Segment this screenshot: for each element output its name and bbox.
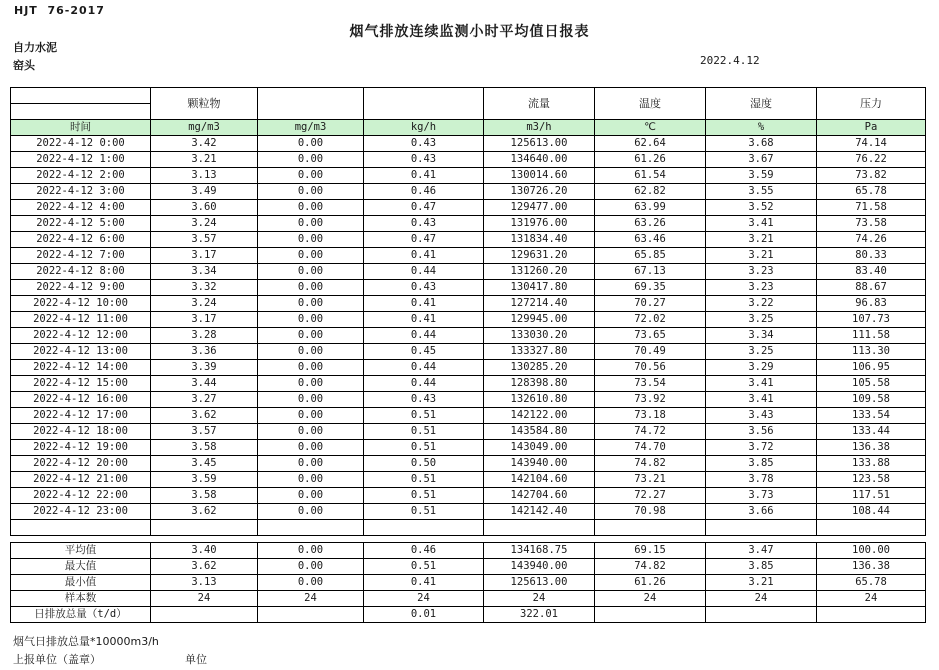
value-cell: 131260.20 — [484, 264, 595, 280]
header-corner-cell-top — [11, 88, 151, 104]
value-cell: 96.83 — [817, 296, 926, 312]
summary-value-cell — [151, 607, 258, 623]
value-cell: 0.00 — [258, 472, 364, 488]
value-cell: 0.51 — [364, 504, 484, 520]
value-cell: 3.67 — [706, 152, 817, 168]
empty-cell — [817, 520, 926, 536]
value-cell: 0.00 — [258, 200, 364, 216]
value-cell: 74.26 — [817, 232, 926, 248]
company-name: 自力水泥 — [13, 41, 57, 54]
summary-value-cell: 24 — [817, 591, 926, 607]
value-cell: 133.54 — [817, 408, 926, 424]
value-cell: 0.00 — [258, 360, 364, 376]
summary-value-cell — [258, 607, 364, 623]
value-cell: 129631.20 — [484, 248, 595, 264]
value-cell: 0.00 — [258, 440, 364, 456]
value-cell: 3.34 — [151, 264, 258, 280]
value-cell: 3.62 — [151, 408, 258, 424]
value-cell: 0.00 — [258, 424, 364, 440]
value-cell: 0.51 — [364, 424, 484, 440]
table-row — [11, 232, 926, 248]
value-cell: 0.41 — [364, 312, 484, 328]
table-row — [11, 136, 926, 152]
table-row — [11, 344, 926, 360]
summary-value-cell: 143940.00 — [484, 559, 595, 575]
table-row — [11, 264, 926, 280]
unit-header-cell: m3/h — [484, 120, 595, 136]
doc-code: HJT 76-2017 — [14, 4, 105, 17]
value-cell: 3.57 — [151, 232, 258, 248]
value-cell: 133327.80 — [484, 344, 595, 360]
column-group-header: 颗粒物 — [151, 88, 258, 120]
table-row — [11, 456, 926, 472]
column-group-header: 温度 — [595, 88, 706, 120]
summary-value-cell: 136.38 — [817, 559, 926, 575]
value-cell: 73.65 — [595, 328, 706, 344]
summary-row — [11, 575, 926, 591]
table-row — [11, 472, 926, 488]
table-row — [11, 504, 926, 520]
value-cell: 0.51 — [364, 488, 484, 504]
table-row — [11, 168, 926, 184]
summary-value-cell: 3.85 — [706, 559, 817, 575]
table-row — [11, 280, 926, 296]
value-cell: 3.43 — [706, 408, 817, 424]
time-column-header: 时间 — [11, 120, 151, 136]
time-cell: 2022-4-12 4:00 — [11, 200, 151, 216]
value-cell: 3.41 — [706, 376, 817, 392]
value-cell: 105.58 — [817, 376, 926, 392]
time-cell: 2022-4-12 1:00 — [11, 152, 151, 168]
value-cell: 129477.00 — [484, 200, 595, 216]
time-cell: 2022-4-12 8:00 — [11, 264, 151, 280]
table-row — [11, 440, 926, 456]
value-cell: 3.85 — [706, 456, 817, 472]
value-cell: 65.78 — [817, 184, 926, 200]
value-cell: 70.27 — [595, 296, 706, 312]
summary-value-cell: 322.01 — [484, 607, 595, 623]
report-date: 2022.4.12 — [700, 54, 760, 67]
time-cell: 2022-4-12 18:00 — [11, 424, 151, 440]
summary-value-cell: 134168.75 — [484, 543, 595, 559]
value-cell: 3.13 — [151, 168, 258, 184]
value-cell: 0.00 — [258, 312, 364, 328]
summary-value-cell: 3.21 — [706, 575, 817, 591]
table-row — [11, 152, 926, 168]
value-cell: 73.18 — [595, 408, 706, 424]
value-cell: 3.60 — [151, 200, 258, 216]
unit-header-cell: Pa — [817, 120, 926, 136]
time-cell: 2022-4-12 5:00 — [11, 216, 151, 232]
value-cell: 0.00 — [258, 408, 364, 424]
value-cell: 3.23 — [706, 280, 817, 296]
time-cell: 2022-4-12 23:00 — [11, 504, 151, 520]
value-cell: 113.30 — [817, 344, 926, 360]
summary-value-cell: 24 — [706, 591, 817, 607]
value-cell: 3.57 — [151, 424, 258, 440]
value-cell: 0.00 — [258, 488, 364, 504]
value-cell: 63.26 — [595, 216, 706, 232]
value-cell: 142104.60 — [484, 472, 595, 488]
value-cell: 108.44 — [817, 504, 926, 520]
value-cell: 132610.80 — [484, 392, 595, 408]
value-cell: 3.36 — [151, 344, 258, 360]
summary-value-cell — [817, 607, 926, 623]
value-cell: 3.24 — [151, 296, 258, 312]
time-cell: 2022-4-12 10:00 — [11, 296, 151, 312]
value-cell: 3.45 — [151, 456, 258, 472]
value-cell: 73.82 — [817, 168, 926, 184]
value-cell: 70.56 — [595, 360, 706, 376]
value-cell: 0.43 — [364, 392, 484, 408]
value-cell: 3.23 — [706, 264, 817, 280]
time-cell: 2022-4-12 2:00 — [11, 168, 151, 184]
value-cell: 0.51 — [364, 472, 484, 488]
value-cell: 130014.60 — [484, 168, 595, 184]
value-cell: 63.46 — [595, 232, 706, 248]
summary-value-cell: 100.00 — [817, 543, 926, 559]
value-cell: 0.44 — [364, 376, 484, 392]
value-cell: 0.00 — [258, 504, 364, 520]
time-cell: 2022-4-12 11:00 — [11, 312, 151, 328]
value-cell: 133.44 — [817, 424, 926, 440]
value-cell: 0.00 — [258, 376, 364, 392]
footer-report-unit-label: 上报单位（盖章） — [13, 653, 101, 666]
value-cell: 133030.20 — [484, 328, 595, 344]
value-cell: 67.13 — [595, 264, 706, 280]
value-cell: 0.00 — [258, 248, 364, 264]
summary-value-cell: 24 — [484, 591, 595, 607]
column-group-header: 流量 — [484, 88, 595, 120]
value-cell: 88.67 — [817, 280, 926, 296]
summary-value-cell: 24 — [364, 591, 484, 607]
summary-value-cell: 0.46 — [364, 543, 484, 559]
value-cell: 0.43 — [364, 216, 484, 232]
value-cell: 142704.60 — [484, 488, 595, 504]
value-cell: 3.44 — [151, 376, 258, 392]
summary-value-cell: 3.62 — [151, 559, 258, 575]
value-cell: 0.44 — [364, 360, 484, 376]
summary-value-cell: 0.51 — [364, 559, 484, 575]
summary-value-cell: 0.01 — [364, 607, 484, 623]
summary-value-cell: 69.15 — [595, 543, 706, 559]
footer-note: 烟气日排放总量*10000m3/h — [13, 635, 159, 648]
value-cell: 70.98 — [595, 504, 706, 520]
table-row — [11, 184, 926, 200]
summary-value-cell: 0.00 — [258, 543, 364, 559]
value-cell: 0.00 — [258, 152, 364, 168]
value-cell: 134640.00 — [484, 152, 595, 168]
value-cell: 0.00 — [258, 136, 364, 152]
value-cell: 3.59 — [706, 168, 817, 184]
unit-header-cell: mg/m3 — [258, 120, 364, 136]
empty-cell — [595, 520, 706, 536]
summary-row — [11, 559, 926, 575]
value-cell: 0.00 — [258, 296, 364, 312]
value-cell: 3.56 — [706, 424, 817, 440]
value-cell: 130285.20 — [484, 360, 595, 376]
time-cell: 2022-4-12 21:00 — [11, 472, 151, 488]
value-cell: 74.72 — [595, 424, 706, 440]
value-cell: 3.21 — [706, 232, 817, 248]
unit-header-cell: % — [706, 120, 817, 136]
value-cell: 130417.80 — [484, 280, 595, 296]
value-cell: 0.00 — [258, 456, 364, 472]
value-cell: 3.78 — [706, 472, 817, 488]
value-cell: 0.43 — [364, 280, 484, 296]
summary-value-cell: 0.41 — [364, 575, 484, 591]
value-cell: 0.00 — [258, 216, 364, 232]
value-cell: 61.54 — [595, 168, 706, 184]
value-cell: 62.64 — [595, 136, 706, 152]
summary-value-cell: 65.78 — [817, 575, 926, 591]
value-cell: 3.24 — [151, 216, 258, 232]
value-cell: 142142.40 — [484, 504, 595, 520]
value-cell: 143584.80 — [484, 424, 595, 440]
value-cell: 0.43 — [364, 152, 484, 168]
time-cell: 2022-4-12 16:00 — [11, 392, 151, 408]
empty-cell — [364, 520, 484, 536]
table-row — [11, 312, 926, 328]
value-cell: 3.58 — [151, 440, 258, 456]
value-cell: 131834.40 — [484, 232, 595, 248]
value-cell: 62.82 — [595, 184, 706, 200]
value-cell: 109.58 — [817, 392, 926, 408]
summary-value-cell: 3.13 — [151, 575, 258, 591]
summary-row — [11, 543, 926, 559]
value-cell: 3.68 — [706, 136, 817, 152]
value-cell: 3.66 — [706, 504, 817, 520]
value-cell: 129945.00 — [484, 312, 595, 328]
value-cell: 0.44 — [364, 264, 484, 280]
value-cell: 127214.40 — [484, 296, 595, 312]
time-cell: 2022-4-12 3:00 — [11, 184, 151, 200]
value-cell: 3.39 — [151, 360, 258, 376]
value-cell: 0.51 — [364, 440, 484, 456]
value-cell: 131976.00 — [484, 216, 595, 232]
value-cell: 74.82 — [595, 456, 706, 472]
empty-cell — [258, 520, 364, 536]
report-table-body — [11, 88, 926, 536]
table-row — [11, 360, 926, 376]
time-cell: 2022-4-12 20:00 — [11, 456, 151, 472]
time-cell: 2022-4-12 19:00 — [11, 440, 151, 456]
value-cell: 72.02 — [595, 312, 706, 328]
summary-value-cell: 61.26 — [595, 575, 706, 591]
value-cell: 123.58 — [817, 472, 926, 488]
summary-value-cell: 125613.00 — [484, 575, 595, 591]
summary-value-cell: 0.00 — [258, 559, 364, 575]
value-cell: 3.41 — [706, 392, 817, 408]
column-group-header: 压力 — [817, 88, 926, 120]
value-cell: 3.59 — [151, 472, 258, 488]
summary-label-cell: 样本数 — [11, 591, 151, 607]
value-cell: 3.22 — [706, 296, 817, 312]
table-row — [11, 488, 926, 504]
value-cell: 0.41 — [364, 248, 484, 264]
value-cell: 71.58 — [817, 200, 926, 216]
value-cell: 106.95 — [817, 360, 926, 376]
value-cell: 0.00 — [258, 168, 364, 184]
value-cell: 3.27 — [151, 392, 258, 408]
value-cell: 0.47 — [364, 200, 484, 216]
value-cell: 0.43 — [364, 136, 484, 152]
summary-value-cell — [706, 607, 817, 623]
empty-cell — [11, 520, 151, 536]
time-cell: 2022-4-12 15:00 — [11, 376, 151, 392]
empty-row — [11, 520, 926, 536]
value-cell: 3.73 — [706, 488, 817, 504]
page-title: 烟气排放连续监测小时平均值日报表 — [349, 24, 590, 40]
value-cell: 0.00 — [258, 264, 364, 280]
value-cell: 3.62 — [151, 504, 258, 520]
summary-table-body — [11, 543, 926, 623]
summary-label-cell: 日排放总量（t/d） — [11, 607, 151, 623]
value-cell: 0.50 — [364, 456, 484, 472]
value-cell: 73.21 — [595, 472, 706, 488]
summary-value-cell: 24 — [595, 591, 706, 607]
value-cell: 3.58 — [151, 488, 258, 504]
table-row — [11, 376, 926, 392]
time-cell: 2022-4-12 13:00 — [11, 344, 151, 360]
summary-value-cell: 0.00 — [258, 575, 364, 591]
footer-unit-label: 单位 — [185, 653, 207, 666]
value-cell: 73.92 — [595, 392, 706, 408]
value-cell: 3.41 — [706, 216, 817, 232]
empty-cell — [706, 520, 817, 536]
value-cell: 117.51 — [817, 488, 926, 504]
summary-value-cell: 3.40 — [151, 543, 258, 559]
report-table — [10, 87, 926, 536]
value-cell: 0.41 — [364, 296, 484, 312]
summary-table — [10, 542, 926, 623]
empty-cell — [484, 520, 595, 536]
value-cell: 63.99 — [595, 200, 706, 216]
table-row — [11, 248, 926, 264]
value-cell: 3.29 — [706, 360, 817, 376]
value-cell: 74.70 — [595, 440, 706, 456]
value-cell: 133.88 — [817, 456, 926, 472]
value-cell: 73.58 — [817, 216, 926, 232]
time-cell: 2022-4-12 6:00 — [11, 232, 151, 248]
value-cell: 0.00 — [258, 392, 364, 408]
value-cell: 69.35 — [595, 280, 706, 296]
summary-row — [11, 591, 926, 607]
value-cell: 80.33 — [817, 248, 926, 264]
summary-row — [11, 607, 926, 623]
value-cell: 72.27 — [595, 488, 706, 504]
value-cell: 111.58 — [817, 328, 926, 344]
summary-value-cell: 24 — [151, 591, 258, 607]
value-cell: 0.45 — [364, 344, 484, 360]
value-cell: 0.00 — [258, 184, 364, 200]
value-cell: 3.52 — [706, 200, 817, 216]
empty-cell — [151, 520, 258, 536]
value-cell: 0.00 — [258, 280, 364, 296]
value-cell: 76.22 — [817, 152, 926, 168]
value-cell: 3.32 — [151, 280, 258, 296]
table-row — [11, 408, 926, 424]
column-group-header: 湿度 — [706, 88, 817, 120]
value-cell: 3.55 — [706, 184, 817, 200]
value-cell: 3.28 — [151, 328, 258, 344]
value-cell: 3.21 — [706, 248, 817, 264]
value-cell: 130726.20 — [484, 184, 595, 200]
value-cell: 3.49 — [151, 184, 258, 200]
value-cell: 143049.00 — [484, 440, 595, 456]
time-cell: 2022-4-12 14:00 — [11, 360, 151, 376]
summary-value-cell — [595, 607, 706, 623]
time-cell: 2022-4-12 12:00 — [11, 328, 151, 344]
value-cell: 3.17 — [151, 248, 258, 264]
monitor-location: 窑头 — [13, 59, 35, 72]
value-cell: 128398.80 — [484, 376, 595, 392]
value-cell: 0.00 — [258, 328, 364, 344]
value-cell: 0.00 — [258, 344, 364, 360]
summary-value-cell: 74.82 — [595, 559, 706, 575]
value-cell: 0.51 — [364, 408, 484, 424]
time-cell: 2022-4-12 9:00 — [11, 280, 151, 296]
value-cell: 65.85 — [595, 248, 706, 264]
value-cell: 3.21 — [151, 152, 258, 168]
unit-header-cell: kg/h — [364, 120, 484, 136]
time-cell: 2022-4-12 0:00 — [11, 136, 151, 152]
value-cell: 3.25 — [706, 312, 817, 328]
value-cell: 0.46 — [364, 184, 484, 200]
value-cell: 142122.00 — [484, 408, 595, 424]
time-cell: 2022-4-12 17:00 — [11, 408, 151, 424]
table-row — [11, 200, 926, 216]
time-cell: 2022-4-12 7:00 — [11, 248, 151, 264]
table-row — [11, 328, 926, 344]
value-cell: 136.38 — [817, 440, 926, 456]
value-cell: 70.49 — [595, 344, 706, 360]
header-corner-cell-bottom — [11, 104, 151, 120]
value-cell: 83.40 — [817, 264, 926, 280]
summary-label-cell: 平均值 — [11, 543, 151, 559]
column-group-header — [364, 88, 484, 120]
summary-value-cell: 24 — [258, 591, 364, 607]
value-cell: 3.42 — [151, 136, 258, 152]
value-cell: 0.44 — [364, 328, 484, 344]
summary-label-cell: 最小值 — [11, 575, 151, 591]
value-cell: 0.47 — [364, 232, 484, 248]
value-cell: 61.26 — [595, 152, 706, 168]
value-cell: 73.54 — [595, 376, 706, 392]
value-cell: 3.25 — [706, 344, 817, 360]
value-cell: 3.34 — [706, 328, 817, 344]
column-group-header — [258, 88, 364, 120]
unit-header-cell: mg/m3 — [151, 120, 258, 136]
value-cell: 125613.00 — [484, 136, 595, 152]
value-cell: 0.00 — [258, 232, 364, 248]
value-cell: 0.41 — [364, 168, 484, 184]
table-row — [11, 392, 926, 408]
value-cell: 74.14 — [817, 136, 926, 152]
table-row — [11, 216, 926, 232]
value-cell: 107.73 — [817, 312, 926, 328]
value-cell: 143940.00 — [484, 456, 595, 472]
summary-value-cell: 3.47 — [706, 543, 817, 559]
table-row — [11, 424, 926, 440]
table-row — [11, 296, 926, 312]
value-cell: 3.72 — [706, 440, 817, 456]
unit-header-cell: ℃ — [595, 120, 706, 136]
summary-label-cell: 最大值 — [11, 559, 151, 575]
time-cell: 2022-4-12 22:00 — [11, 488, 151, 504]
value-cell: 3.17 — [151, 312, 258, 328]
